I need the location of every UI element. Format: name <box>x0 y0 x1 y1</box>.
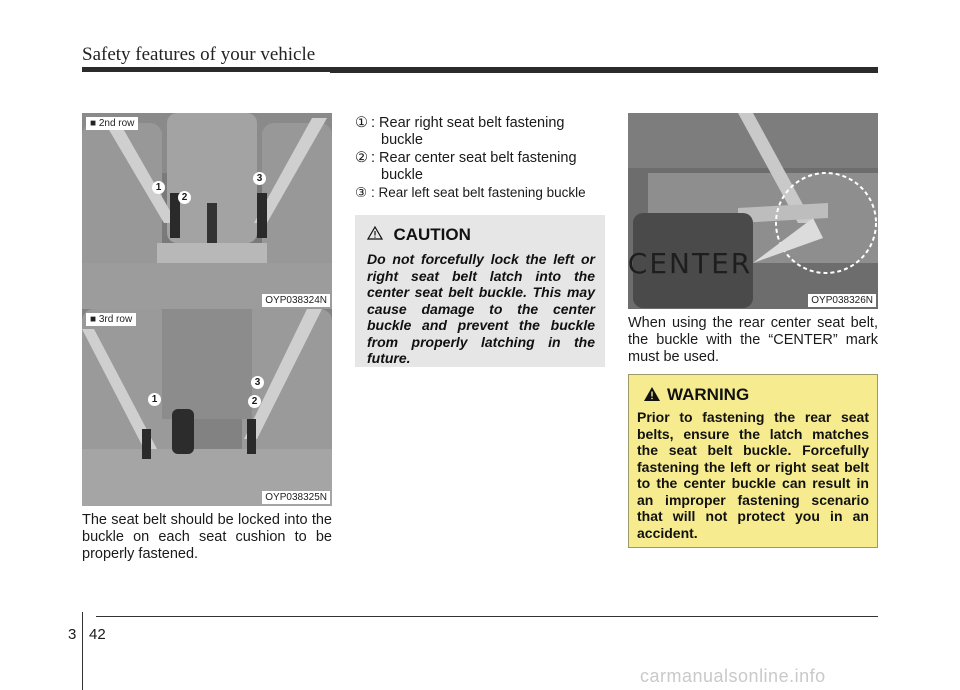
callout-2: 2 <box>248 395 261 408</box>
warning-title <box>643 385 749 407</box>
photo-2nd-row <box>82 113 332 309</box>
legend-text-cont: buckle <box>381 132 423 148</box>
warning-text: Prior to fastening the rear seat belts, ensure the latch matches the seat belt buckle. Forcefully fastening the left or right seat belt to the center buckle can result in an improper fastening scenario that will not protect you in an accident. <box>637 409 869 541</box>
photo-2nd-row-illustration <box>82 113 332 309</box>
center-label: CENTER <box>628 247 753 280</box>
footer-horizontal-rule <box>96 616 878 617</box>
warning-title-text: WARNING <box>667 385 750 404</box>
left-body-text: The seat belt should be locked into the buckle on each seat cushion to be properly fastened. <box>82 512 332 562</box>
caution-text: Do not forcefully lock the left or right seat belt latch into the center seat belt buckle. This may cause damage to the center buckle and prevent the buckle from properly latching in the future. <box>367 251 595 366</box>
legend-text-cont: buckle <box>381 167 423 183</box>
legend-item-2 <box>355 150 605 184</box>
header-rule-thin <box>330 72 878 73</box>
caution-box <box>355 215 605 367</box>
photo-code-3rd-row: OYP038325N <box>262 491 330 504</box>
photo-3rd-row-illustration <box>82 309 332 506</box>
caution-title <box>367 225 471 245</box>
photo-center-buckle <box>628 113 878 309</box>
legend-num: ③ <box>355 185 368 200</box>
chapter-number: 3 <box>68 626 77 643</box>
warning-triangle-icon <box>643 386 661 407</box>
photo-3rd-row <box>82 309 332 506</box>
page-number: 42 <box>89 626 106 643</box>
legend-item-1 <box>355 115 605 149</box>
callout-2: 2 <box>178 191 191 204</box>
photo-code-2nd-row: OYP038324N <box>262 294 330 307</box>
callout-3: 3 <box>251 376 264 389</box>
watermark: carmanualsonline.info <box>640 666 826 686</box>
callout-1: 1 <box>148 393 161 406</box>
center-body-text: When using the rear center seat belt, the buckle with the “CENTER” mark must be used. <box>628 315 878 365</box>
legend-num: ① <box>355 115 368 131</box>
row-tag-2nd: ■ 2nd row <box>86 117 138 130</box>
page-header-title: Safety features of your vehicle <box>82 44 316 65</box>
legend-item-3 <box>355 184 605 201</box>
legend-text: : Rear right seat belt fastening <box>371 115 565 131</box>
warning-triangle-icon <box>367 227 387 244</box>
callout-1: 1 <box>152 181 165 194</box>
legend-text: : Rear center seat belt fastening <box>371 150 577 166</box>
legend-text: : Rear left seat belt fastening buckle <box>371 185 586 200</box>
callout-3: 3 <box>253 172 266 185</box>
footer-vertical-rule <box>82 612 83 690</box>
legend-num: ② <box>355 150 368 166</box>
warning-box <box>628 374 878 548</box>
row-tag-3rd: ■ 3rd row <box>86 313 136 326</box>
photo-center-buckle-illustration <box>628 113 878 309</box>
caution-title-text: CAUTION <box>393 225 471 244</box>
photo-code-center: OYP038326N <box>808 294 876 307</box>
